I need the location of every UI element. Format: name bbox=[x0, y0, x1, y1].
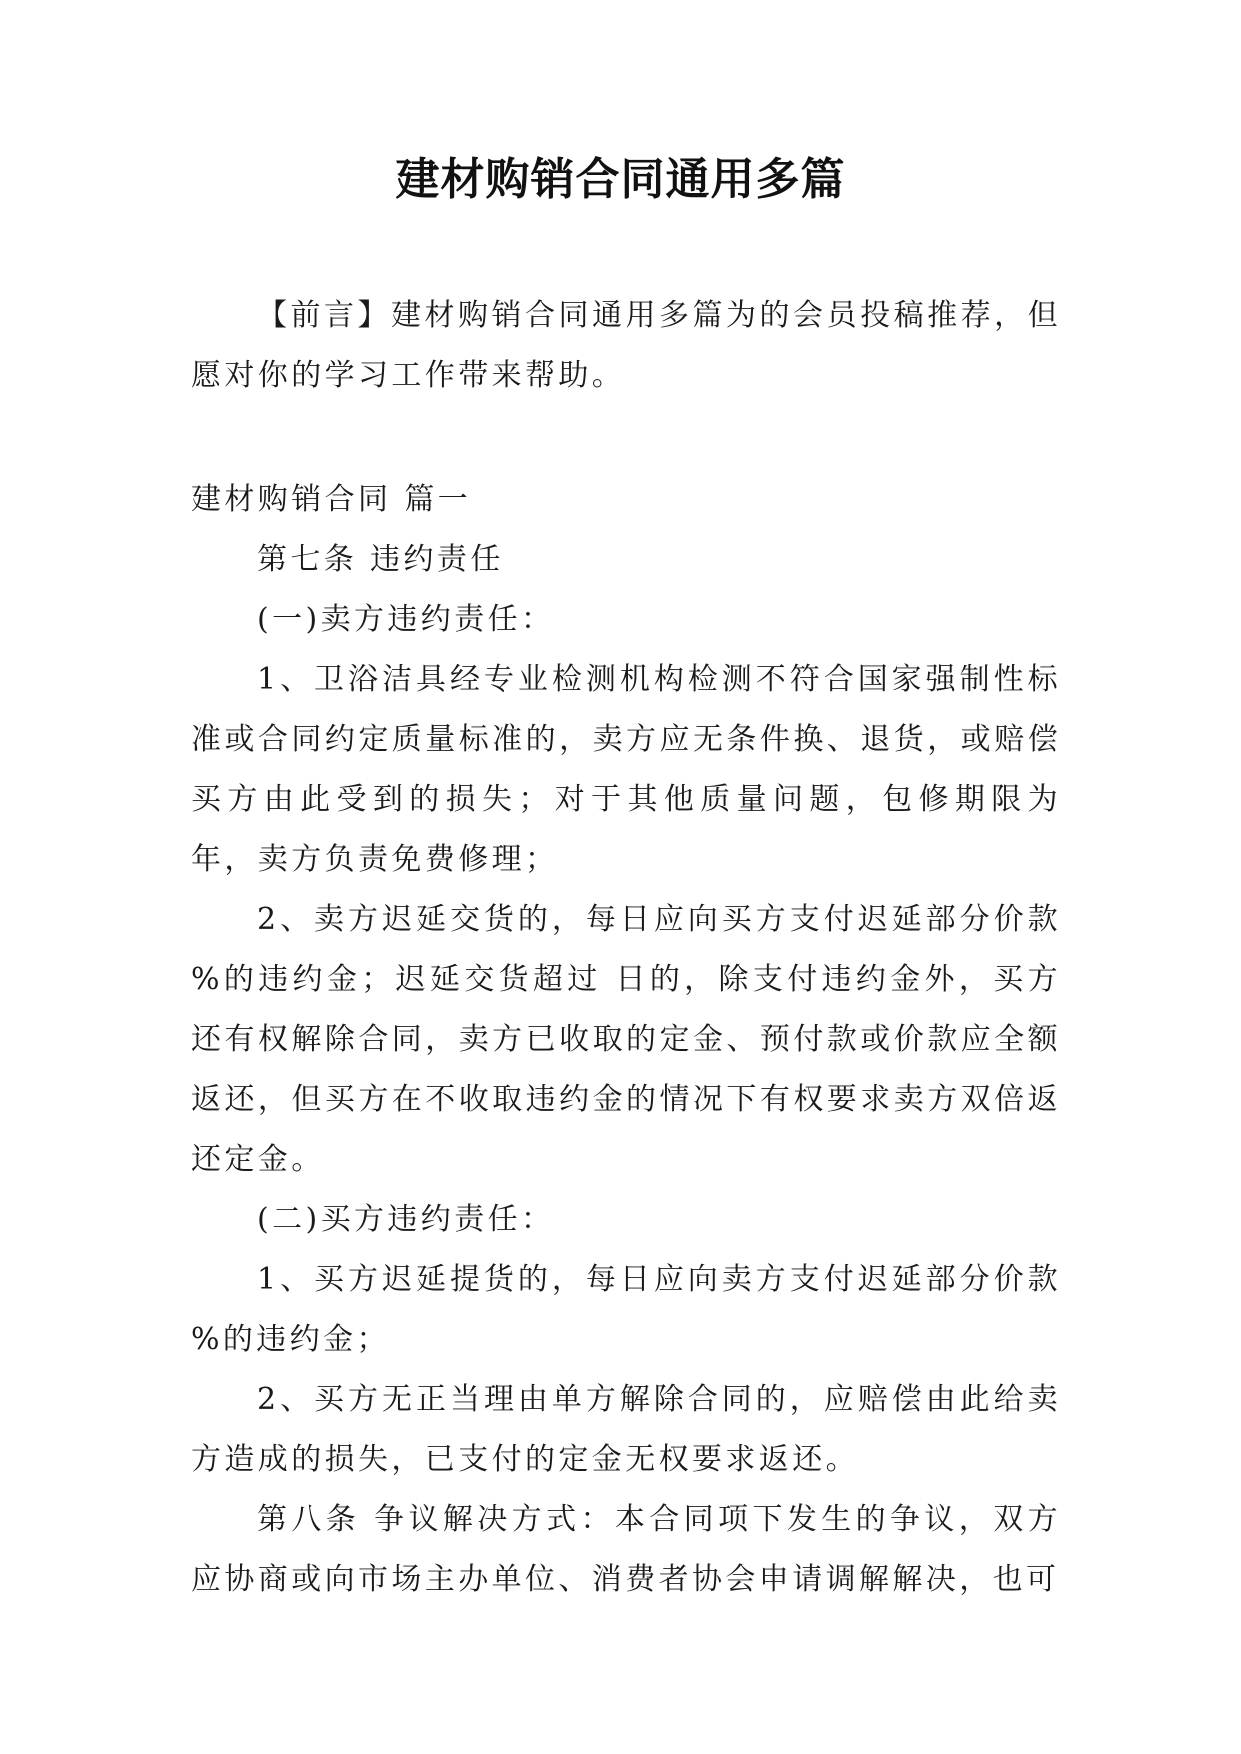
clause-paragraph: 2、卖方迟延交货的，每日应向买方支付迟延部分价款 %的违约金；迟延交货超过 日的，除支付违约金外，买方还有权解除合同，卖方已收取的定金、预付款或价款应全额返还，但买方在不收取违约金的情况下有权要求卖方双倍返还定金。 bbox=[191, 902, 1061, 1177]
clause-heading: (一)卖方违约责任： bbox=[257, 602, 555, 637]
article-heading: 第七条 违约责任 bbox=[257, 542, 504, 577]
document-body bbox=[191, 286, 1061, 1610]
clause-paragraph: 1、买方迟延提货的，每日应向卖方支付迟延部分价款 %的违约金； bbox=[191, 1262, 1061, 1357]
article-paragraph: 第八条 争议解决方式：本合同项下发生的争议，双方应协商或向市场主办单位、消费者协会申请调解解决，也可 bbox=[191, 1502, 1061, 1597]
section-heading: 建材购销合同 篇一 bbox=[191, 482, 472, 517]
document-title: 建材购销合同通用多篇 bbox=[395, 154, 846, 205]
preface-paragraph: 【前言】建材购销合同通用多篇为的会员投稿推荐，但愿对你的学习工作带来帮助。 bbox=[191, 298, 1061, 393]
clause-paragraph: 2、买方无正当理由单方解除合同的，应赔偿由此给卖方造成的损失，已支付的定金无权要求返还。 bbox=[191, 1382, 1061, 1477]
clause-heading: (二)买方违约责任： bbox=[257, 1202, 555, 1237]
paragraph-gap bbox=[191, 406, 1061, 470]
clause-paragraph: 1、卫浴洁具经专业检测机构检测不符合国家强制性标准或合同约定质量标准的，卖方应无条件换、退货，或赔偿买方由此受到的损失；对于其他质量问题，包修期限为 年，卖方负责免费修理； bbox=[191, 662, 1061, 877]
